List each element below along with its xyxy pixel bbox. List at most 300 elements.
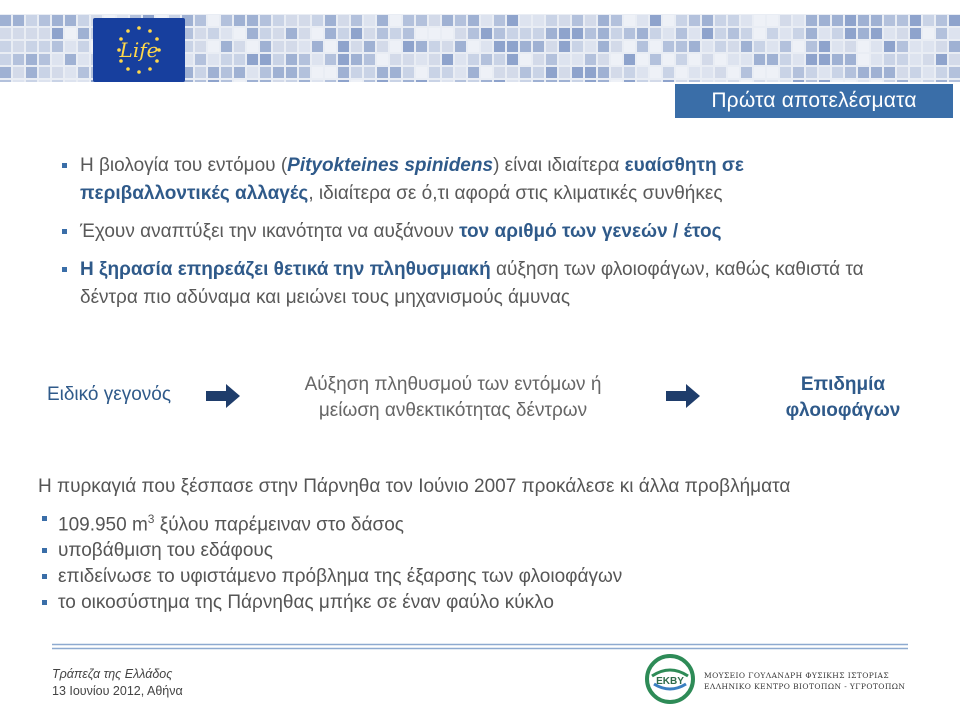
mosaic-tile bbox=[546, 80, 557, 82]
mosaic-tile bbox=[312, 28, 323, 39]
mosaic-tile bbox=[884, 41, 895, 52]
mosaic-tile bbox=[702, 54, 713, 65]
mosaic-tile bbox=[650, 67, 661, 78]
mosaic-tile bbox=[494, 54, 505, 65]
mosaic-tile bbox=[221, 54, 232, 65]
mosaic-tile bbox=[832, 67, 843, 78]
mosaic-tile bbox=[442, 41, 453, 52]
mosaic-tile bbox=[273, 67, 284, 78]
mosaic-tile bbox=[78, 28, 89, 39]
mosaic-tile bbox=[780, 67, 791, 78]
mosaic-tile bbox=[39, 54, 50, 65]
mosaic-tile bbox=[481, 28, 492, 39]
mosaic-tile bbox=[936, 54, 947, 65]
mosaic-tile bbox=[663, 54, 674, 65]
mosaic-tile bbox=[585, 67, 596, 78]
mosaic-tile bbox=[507, 54, 518, 65]
mosaic-tile bbox=[819, 41, 830, 52]
mosaic-tile bbox=[338, 15, 349, 26]
mosaic-tile bbox=[455, 41, 466, 52]
mosaic-tile bbox=[338, 41, 349, 52]
mosaic-tile bbox=[416, 67, 427, 78]
mosaic-tile bbox=[468, 28, 479, 39]
mosaic-tile bbox=[806, 28, 817, 39]
mosaic-tile bbox=[520, 41, 531, 52]
arrow-right-icon bbox=[206, 384, 242, 408]
mosaic-tile bbox=[52, 80, 63, 82]
mosaic-tile bbox=[611, 54, 622, 65]
mosaic-tile bbox=[585, 28, 596, 39]
mosaic-tile bbox=[832, 80, 843, 82]
mosaic-tile bbox=[559, 41, 570, 52]
mosaic-tile bbox=[13, 15, 24, 26]
mosaic-tile bbox=[624, 54, 635, 65]
mosaic-tile bbox=[494, 41, 505, 52]
mosaic-tile bbox=[377, 80, 388, 82]
mosaic-tile bbox=[533, 54, 544, 65]
ekby-branding bbox=[644, 654, 924, 704]
mosaic-tile bbox=[299, 15, 310, 26]
mosaic-tile bbox=[806, 80, 817, 82]
mosaic-tile bbox=[273, 80, 284, 82]
mosaic-tile bbox=[312, 54, 323, 65]
emphasis-text: ευαίσθητη σε περιβαλλοντικές αλλαγές bbox=[80, 155, 744, 204]
mosaic-tile bbox=[923, 54, 934, 65]
mosaic-tile bbox=[78, 15, 89, 26]
mosaic-tile bbox=[923, 28, 934, 39]
footer-venue: Τράπεζα της Ελλάδος bbox=[52, 667, 173, 681]
mosaic-tile bbox=[793, 80, 804, 82]
mosaic-tile bbox=[650, 15, 661, 26]
mosaic-tile bbox=[455, 28, 466, 39]
mosaic-tile bbox=[234, 54, 245, 65]
mosaic-tile bbox=[936, 15, 947, 26]
mosaic-tile bbox=[221, 41, 232, 52]
mosaic-tile bbox=[624, 15, 635, 26]
mosaic-tile bbox=[286, 80, 297, 82]
mosaic-tile bbox=[884, 67, 895, 78]
mosaic-tile bbox=[260, 15, 271, 26]
mosaic-tile bbox=[637, 67, 648, 78]
mosaic-tile bbox=[676, 41, 687, 52]
mosaic-tile bbox=[676, 67, 687, 78]
mosaic-tile bbox=[494, 80, 505, 82]
text: ) είναι ιδιαίτερα bbox=[493, 155, 625, 176]
mosaic-tile bbox=[78, 41, 89, 52]
superscript: 3 bbox=[147, 512, 155, 526]
mosaic-tile bbox=[403, 41, 414, 52]
mosaic-tile bbox=[364, 67, 375, 78]
mosaic-tile bbox=[390, 80, 401, 82]
mosaic-tile bbox=[299, 41, 310, 52]
mosaic-tile bbox=[936, 80, 947, 82]
mosaic-tile bbox=[871, 80, 882, 82]
mosaic-tile bbox=[585, 80, 596, 82]
mosaic-tile bbox=[728, 54, 739, 65]
mosaic-tile bbox=[858, 15, 869, 26]
mosaic-tile bbox=[234, 41, 245, 52]
mosaic-tile bbox=[728, 41, 739, 52]
mosaic-tile bbox=[520, 54, 531, 65]
mosaic-tile bbox=[208, 15, 219, 26]
flow-outcome-line: Επιδημία bbox=[800, 374, 886, 395]
mosaic-tile bbox=[533, 67, 544, 78]
mosaic-tile bbox=[767, 41, 778, 52]
mosaic-tile bbox=[260, 41, 271, 52]
mosaic-tile bbox=[455, 15, 466, 26]
mosaic-tile bbox=[546, 28, 557, 39]
mosaic-tile bbox=[741, 54, 752, 65]
mosaic-tile bbox=[598, 54, 609, 65]
mosaic-tile bbox=[65, 67, 76, 78]
mosaic-tile bbox=[52, 54, 63, 65]
mosaic-tile bbox=[416, 54, 427, 65]
mosaic-tile bbox=[728, 15, 739, 26]
mosaic-tile bbox=[728, 28, 739, 39]
mosaic-tile bbox=[754, 80, 765, 82]
mosaic-tile bbox=[702, 15, 713, 26]
mosaic-tile bbox=[0, 67, 11, 78]
mosaic-tile bbox=[364, 80, 375, 82]
mosaic-tile bbox=[0, 28, 11, 39]
mosaic-tile bbox=[572, 28, 583, 39]
mosaic-tile bbox=[247, 54, 258, 65]
mosaic-tile bbox=[611, 67, 622, 78]
mosaic-tile bbox=[390, 28, 401, 39]
bullet-biology bbox=[58, 152, 898, 208]
bullet-list bbox=[58, 152, 898, 322]
mosaic-tile bbox=[793, 67, 804, 78]
mosaic-tile bbox=[806, 41, 817, 52]
mosaic-tile bbox=[871, 41, 882, 52]
mosaic-tile bbox=[637, 28, 648, 39]
mosaic-tile bbox=[442, 80, 453, 82]
mosaic-tile bbox=[858, 41, 869, 52]
mosaic-tile bbox=[338, 54, 349, 65]
mosaic-tile bbox=[923, 15, 934, 26]
mosaic-tile bbox=[260, 54, 271, 65]
mosaic-tile bbox=[884, 15, 895, 26]
emphasis-text: τον αριθμό των γενεών / έτος bbox=[459, 221, 722, 242]
mosaic-tile bbox=[195, 28, 206, 39]
mosaic-tile bbox=[273, 54, 284, 65]
mosaic-tile bbox=[351, 15, 362, 26]
mosaic-tile bbox=[715, 41, 726, 52]
mosaic-tile bbox=[624, 67, 635, 78]
mosaic-tile bbox=[650, 54, 661, 65]
mosaic-tile bbox=[325, 28, 336, 39]
mosaic-tile bbox=[39, 80, 50, 82]
mosaic-tile bbox=[702, 80, 713, 82]
mosaic-tile bbox=[221, 67, 232, 78]
mosaic-tile bbox=[286, 41, 297, 52]
mosaic-tile bbox=[286, 28, 297, 39]
arrow-right-icon bbox=[666, 384, 702, 408]
mosaic-tile bbox=[13, 41, 24, 52]
mosaic-tile bbox=[624, 28, 635, 39]
mosaic-tile bbox=[533, 15, 544, 26]
mosaic-tile bbox=[351, 28, 362, 39]
mosaic-tile bbox=[312, 15, 323, 26]
mosaic-tile bbox=[208, 80, 219, 82]
fire-item-soil: υποβάθμιση του εδάφους bbox=[40, 538, 840, 564]
mosaic-tile bbox=[52, 41, 63, 52]
mosaic-tile bbox=[754, 28, 765, 39]
mosaic-tile bbox=[949, 41, 960, 52]
mosaic-tile bbox=[897, 67, 908, 78]
museum-name: ΜΟΥΣΕΙΟ ΓΟΥΛΑΝΔΡΗ ΦΥΣΙΚΗΣ ΙΣΤΟΡΙΑΣ bbox=[704, 671, 890, 680]
mosaic-tile bbox=[377, 41, 388, 52]
mosaic-tile bbox=[741, 41, 752, 52]
text: 109.950 m bbox=[58, 514, 148, 536]
mosaic-tile bbox=[455, 54, 466, 65]
mosaic-tile bbox=[507, 67, 518, 78]
mosaic-tile bbox=[273, 15, 284, 26]
mosaic-tile bbox=[312, 80, 323, 82]
mosaic-tile bbox=[806, 67, 817, 78]
fire-item-beetles: επιδείνωσε το υφιστάμενο πρόβλημα της έξαρσης των φλοιοφάγων bbox=[40, 564, 840, 590]
center-name: ΕΛΛΗΝΙΚΟ ΚΕΝΤΡΟ ΒΙΟΤΟΠΩΝ - ΥΓΡΟΤΟΠΩΝ bbox=[704, 682, 906, 691]
mosaic-tile bbox=[338, 28, 349, 39]
mosaic-tile bbox=[247, 41, 258, 52]
mosaic-tile bbox=[598, 15, 609, 26]
mosaic-tile bbox=[520, 28, 531, 39]
mosaic-tile bbox=[0, 15, 11, 26]
mosaic-tile bbox=[793, 15, 804, 26]
mosaic-tile bbox=[741, 28, 752, 39]
mosaic-tile bbox=[884, 80, 895, 82]
mosaic-tile bbox=[949, 67, 960, 78]
mosaic-tile bbox=[416, 80, 427, 82]
mosaic-tile bbox=[26, 15, 37, 26]
mosaic-tile bbox=[845, 67, 856, 78]
mosaic-tile bbox=[767, 67, 778, 78]
mosaic-tile bbox=[481, 80, 492, 82]
mosaic-tile bbox=[949, 54, 960, 65]
flow-middle bbox=[258, 372, 648, 424]
mosaic-tile bbox=[728, 80, 739, 82]
mosaic-tile bbox=[676, 54, 687, 65]
mosaic-tile bbox=[0, 41, 11, 52]
mosaic-tile bbox=[585, 41, 596, 52]
section-title: Πρώτα αποτελέσματα bbox=[675, 84, 953, 118]
mosaic-tile bbox=[442, 67, 453, 78]
mosaic-tile bbox=[507, 80, 518, 82]
mosaic-tile bbox=[39, 15, 50, 26]
mosaic-tile bbox=[611, 28, 622, 39]
mosaic-tile bbox=[780, 41, 791, 52]
mosaic-tile bbox=[65, 28, 76, 39]
mosaic-tile bbox=[52, 15, 63, 26]
mosaic-tile bbox=[754, 67, 765, 78]
mosaic-tile bbox=[221, 15, 232, 26]
mosaic-tile bbox=[286, 15, 297, 26]
mosaic-tile bbox=[780, 80, 791, 82]
mosaic-tile bbox=[637, 54, 648, 65]
mosaic-tile bbox=[936, 41, 947, 52]
flow-middle-line: Αύξηση πληθυσμού των εντόμων ή bbox=[304, 374, 602, 395]
mosaic-tile bbox=[403, 80, 414, 82]
mosaic-tile bbox=[910, 15, 921, 26]
mosaic-tile bbox=[936, 67, 947, 78]
mosaic-tile bbox=[247, 15, 258, 26]
mosaic-tile bbox=[741, 80, 752, 82]
mosaic-tile bbox=[520, 67, 531, 78]
mosaic-tile bbox=[403, 67, 414, 78]
mosaic-tile bbox=[520, 80, 531, 82]
mosaic-tile bbox=[442, 28, 453, 39]
flow-middle-line: μείωση ανθεκτικότητας δέντρων bbox=[318, 400, 588, 421]
mosaic-tile bbox=[715, 80, 726, 82]
mosaic-tile bbox=[676, 28, 687, 39]
mosaic-tile bbox=[650, 28, 661, 39]
mosaic-tile bbox=[702, 67, 713, 78]
mosaic-tile bbox=[819, 28, 830, 39]
mosaic-tile bbox=[780, 28, 791, 39]
fire-item-ecosystem: το οικοσύστημα της Πάρνηθας μπήκε σε έναν φαύλο κύκλο bbox=[40, 590, 840, 616]
mosaic-tile bbox=[637, 80, 648, 82]
mosaic-tile bbox=[533, 80, 544, 82]
mosaic-tile bbox=[26, 80, 37, 82]
mosaic-tile bbox=[663, 15, 674, 26]
mosaic-tile bbox=[468, 80, 479, 82]
mosaic-tile bbox=[663, 41, 674, 52]
mosaic-tile bbox=[832, 54, 843, 65]
mosaic-tile bbox=[923, 67, 934, 78]
mosaic-tile bbox=[390, 54, 401, 65]
mosaic-tile bbox=[494, 15, 505, 26]
mosaic-tile bbox=[481, 54, 492, 65]
footer-divider bbox=[52, 643, 908, 651]
mosaic-tile bbox=[611, 15, 622, 26]
mosaic-tile bbox=[429, 67, 440, 78]
mosaic-tile bbox=[572, 80, 583, 82]
mosaic-tile bbox=[481, 41, 492, 52]
mosaic-tile bbox=[650, 80, 661, 82]
mosaic-tile bbox=[793, 41, 804, 52]
ekby-logo-icon bbox=[644, 654, 698, 704]
mosaic-tile bbox=[13, 67, 24, 78]
mosaic-tile bbox=[858, 67, 869, 78]
mosaic-tile bbox=[585, 15, 596, 26]
mosaic-tile bbox=[507, 15, 518, 26]
mosaic-tile bbox=[403, 28, 414, 39]
mosaic-tile bbox=[52, 67, 63, 78]
mosaic-tile bbox=[377, 28, 388, 39]
mosaic-tile bbox=[507, 28, 518, 39]
cause-effect-flow bbox=[0, 370, 960, 450]
mosaic-tile bbox=[910, 80, 921, 82]
mosaic-tile bbox=[767, 15, 778, 26]
mosaic-tile bbox=[897, 28, 908, 39]
mosaic-tile bbox=[910, 54, 921, 65]
mosaic-tile bbox=[299, 54, 310, 65]
mosaic-tile bbox=[793, 28, 804, 39]
mosaic-tile bbox=[429, 80, 440, 82]
mosaic-tile bbox=[910, 28, 921, 39]
mosaic-tile bbox=[559, 15, 570, 26]
mosaic-tile bbox=[351, 80, 362, 82]
mosaic-tile bbox=[572, 54, 583, 65]
mosaic-tile bbox=[949, 28, 960, 39]
mosaic-tile bbox=[416, 28, 427, 39]
mosaic-tile bbox=[806, 15, 817, 26]
mosaic-tile bbox=[845, 15, 856, 26]
mosaic-tile bbox=[832, 28, 843, 39]
mosaic-tile bbox=[819, 80, 830, 82]
mosaic-tile bbox=[923, 41, 934, 52]
mosaic-tile bbox=[195, 15, 206, 26]
mosaic-tile bbox=[572, 67, 583, 78]
mosaic-tile bbox=[585, 54, 596, 65]
mosaic-tile bbox=[689, 80, 700, 82]
mosaic-tile bbox=[806, 54, 817, 65]
mosaic-tile bbox=[208, 67, 219, 78]
mosaic-tile bbox=[559, 54, 570, 65]
mosaic-tile bbox=[871, 28, 882, 39]
text: Έχουν αναπτύξει την ικανότητα να αυξάνουν bbox=[80, 221, 460, 242]
mosaic-tile bbox=[949, 15, 960, 26]
mosaic-tile bbox=[247, 28, 258, 39]
mosaic-tile bbox=[559, 28, 570, 39]
mosaic-tile bbox=[741, 67, 752, 78]
mosaic-tile bbox=[572, 41, 583, 52]
mosaic-tile bbox=[221, 80, 232, 82]
footer-date: 13 Ιουνίου 2012, Αθήνα bbox=[52, 684, 183, 698]
mosaic-tile bbox=[286, 67, 297, 78]
mosaic-tile bbox=[663, 80, 674, 82]
mosaic-tile bbox=[663, 28, 674, 39]
mosaic-tile bbox=[715, 15, 726, 26]
mosaic-tile bbox=[689, 15, 700, 26]
mosaic-tile bbox=[650, 41, 661, 52]
mosaic-tile bbox=[858, 28, 869, 39]
mosaic-tile bbox=[351, 41, 362, 52]
bullet-drought bbox=[58, 256, 898, 312]
mosaic-tile bbox=[520, 15, 531, 26]
mosaic-tile bbox=[195, 80, 206, 82]
mosaic-tile bbox=[572, 15, 583, 26]
mosaic-tile bbox=[533, 41, 544, 52]
mosaic-tile bbox=[845, 54, 856, 65]
mosaic-tile bbox=[884, 28, 895, 39]
mosaic-tile bbox=[897, 54, 908, 65]
mosaic-tile bbox=[195, 54, 206, 65]
mosaic-tile bbox=[390, 15, 401, 26]
ekby-names bbox=[704, 670, 960, 692]
mosaic-tile bbox=[442, 15, 453, 26]
text: ξύλου παρέμειναν στο δάσος bbox=[154, 514, 404, 536]
footer-info bbox=[52, 666, 183, 700]
mosaic-tile bbox=[897, 15, 908, 26]
fire-intro: Η πυρκαγιά που ξέσπασε στην Πάρνηθα τον Ιούνιο 2007 προκάλεσε κι άλλα προβλήματα bbox=[38, 476, 791, 497]
emphasis-text: Η ξηρασία επηρεάζει θετικά την πληθυσμιακή bbox=[80, 259, 491, 280]
mosaic-tile bbox=[533, 28, 544, 39]
life-logo-text: Life bbox=[119, 38, 159, 62]
mosaic-tile bbox=[429, 28, 440, 39]
mosaic-tile bbox=[832, 41, 843, 52]
mosaic-tile bbox=[598, 80, 609, 82]
bullet-generations bbox=[58, 218, 898, 246]
flow-outcome bbox=[748, 372, 938, 424]
mosaic-tile bbox=[338, 67, 349, 78]
mosaic-tile bbox=[403, 15, 414, 26]
fire-item-wood bbox=[40, 506, 840, 538]
mosaic-tile bbox=[494, 67, 505, 78]
mosaic-tile bbox=[754, 41, 765, 52]
mosaic-tile bbox=[325, 54, 336, 65]
mosaic-tile bbox=[208, 41, 219, 52]
